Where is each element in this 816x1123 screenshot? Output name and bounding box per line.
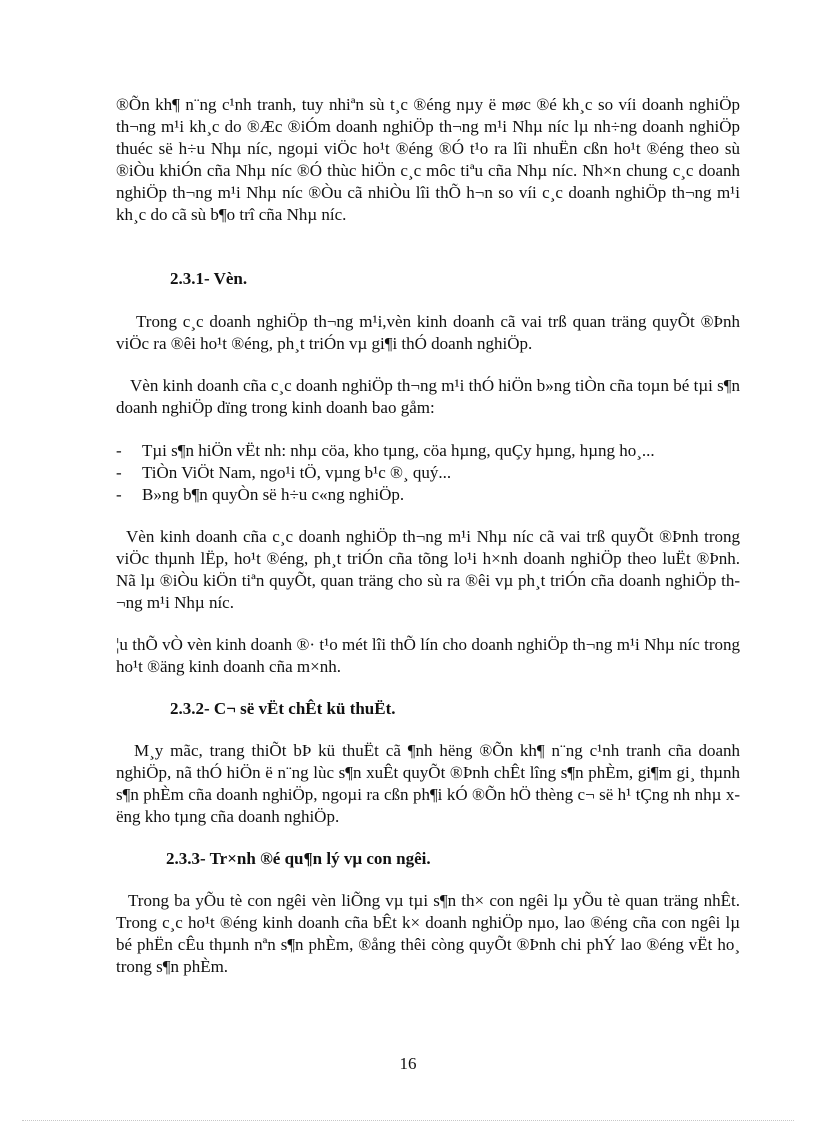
paragraph-text: Trong ba yÕu tè con ngêi vèn liÕng vµ tµi s¶n th× con ngêi lµ yÕu tè quan träng nhÊt. Trong c¸c ho¹t ®éng kinh doanh cña bÊt k× doanh nghiÖp nµo, lao ®éng cña con ngêi lµ bé phËn cÊu thµnh nªn s¶n phÈm, ®ång thêi còng quyÕt ®Þnh chi phÝ lao ®éng vËt ho¸ trong s¶n phÈm. <box>116 891 740 976</box>
list-item <box>116 462 756 484</box>
list-item-text: TiÒn ViÖt Nam, ngo¹i tÖ, vµng b¹c ®¸ quý... <box>142 463 452 482</box>
paragraph-capital-composition <box>116 375 740 419</box>
paragraph-text: Vèn kinh doanh cña c¸c doanh nghiÖp th¬ng m¹i Nhµ níc cã vai trß quyÕt ®Þnh trong viÖc thµnh lËp, ho¹t ®éng, ph¸t triÓn cña tõng lo¹i h×nh doanh nghiÖp theo luËt ®Þnh. Nã lµ ®iÒu kiÖn tiªn quyÕt, quan träng cho sù ra ®êi vµ ph¸t triÓn cña doanh nghiÖp th¬ng m¹i Nhµ níc. <box>116 527 740 612</box>
paragraph-facilities <box>116 740 740 828</box>
paragraph-state-capital <box>116 526 740 614</box>
page-bottom-divider <box>22 1120 794 1121</box>
paragraph-text: M¸y mãc, trang thiÕt bÞ kü thuËt cã ¶nh hëng ®Õn kh¶ n¨ng c¹nh tranh cña doanh nghiÖp, nã thÓ hiÖn ë n¨ng lùc s¶n xuÊt quyÕt ®Þnh chÊt lîng s¶n phÈm, gi¶m gi¸ thµnh s¶n phÈm cña doanh nghiÖp, ngoµi ra cßn ph¶i kÓ ®Õn hÖ thèng c¬ së h¹ tÇng nh nhµ xëng kho tµng cña doanh nghiÖp. <box>116 741 740 826</box>
section-heading-2-3-2: 2.3.2- C¬ së vËt chÊt kü thuËt. <box>170 699 396 718</box>
section-heading-2-3-3: 2.3.3- Tr×nh ®é qu¶n lý vµ con ngêi. <box>166 849 431 868</box>
list-item <box>116 484 756 506</box>
page-number: 16 <box>399 1054 417 1073</box>
list-item-text: B»ng b¶n quyÒn së h÷u c«ng nghiÖp. <box>142 485 405 504</box>
paragraph-text: Vèn kinh doanh cña c¸c doanh nghiÖp th¬ng m¹i thÓ hiÖn b»ng tiÒn cña toµn bé tµi s¶n doanh nghiÖp dïng trong kinh doanh bao gåm: <box>116 376 740 417</box>
list-item <box>116 440 756 462</box>
paragraph-text: Trong c¸c doanh nghiÖp th¬ng m¹i,vèn kinh doanh cã vai trß quan träng quyÕt ®Þnh viÖc ra ®êi ho¹t ®éng, ph¸t triÓn vµ gi¶i thÓ doanh nghiÖp. <box>116 312 740 353</box>
list-bullet: - <box>116 463 122 482</box>
paragraph-capital-role <box>116 311 740 355</box>
paragraph-management <box>116 890 740 978</box>
paragraph-text: ®Õn kh¶ n¨ng c¹nh tranh, tuy nhiªn sù t¸c ®éng nµy ë møc ®é kh¸c so víi doanh nghiÖp th¬ng m¹i kh¸c do ®Æc ®iÓm doanh nghiÖp th¬ng m¹i Nhµ níc lµ nh÷ng doanh nghiÖp thuéc së h÷u Nhµ níc, ngoµi viÖc ho¹t ®éng ®Ó t¹o ra lîi nhuËn cßn ho¹t ®éng theo sù ®iÒu khiÓn cña Nhµ níc ®Ó thùc hiÖn c¸c môc tiªu cña Nhµ níc. Nh×n chung c¸c doanh nghiÖp th¬ng m¹i Nhµ níc ®Òu cã nhiÒu lîi thÕ h¬n so víi c¸c doanh nghiÖp th¬ng m¹i kh¸c do cã sù b¶o trî cña Nhµ níc. <box>116 95 740 224</box>
paragraph-text: ¦u thÕ vÒ vèn kinh doanh ®· t¹o mét lîi thÕ lín cho doanh nghiÖp th¬ng m¹i Nhµ níc trong ho¹t ®äng kinh doanh cña m×nh. <box>116 635 740 676</box>
capital-items-list <box>116 440 756 506</box>
paragraph-intro <box>116 94 740 226</box>
list-bullet: - <box>116 485 122 504</box>
paragraph-capital-advantage <box>116 634 740 678</box>
list-bullet: - <box>116 441 122 460</box>
section-heading-2-3-1: 2.3.1- Vèn. <box>170 269 248 288</box>
list-item-text: Tµi s¶n hiÖn vËt nh: nhµ cöa, kho tµng, cöa hµng, quÇy hµng, hµng ho¸... <box>142 441 655 460</box>
